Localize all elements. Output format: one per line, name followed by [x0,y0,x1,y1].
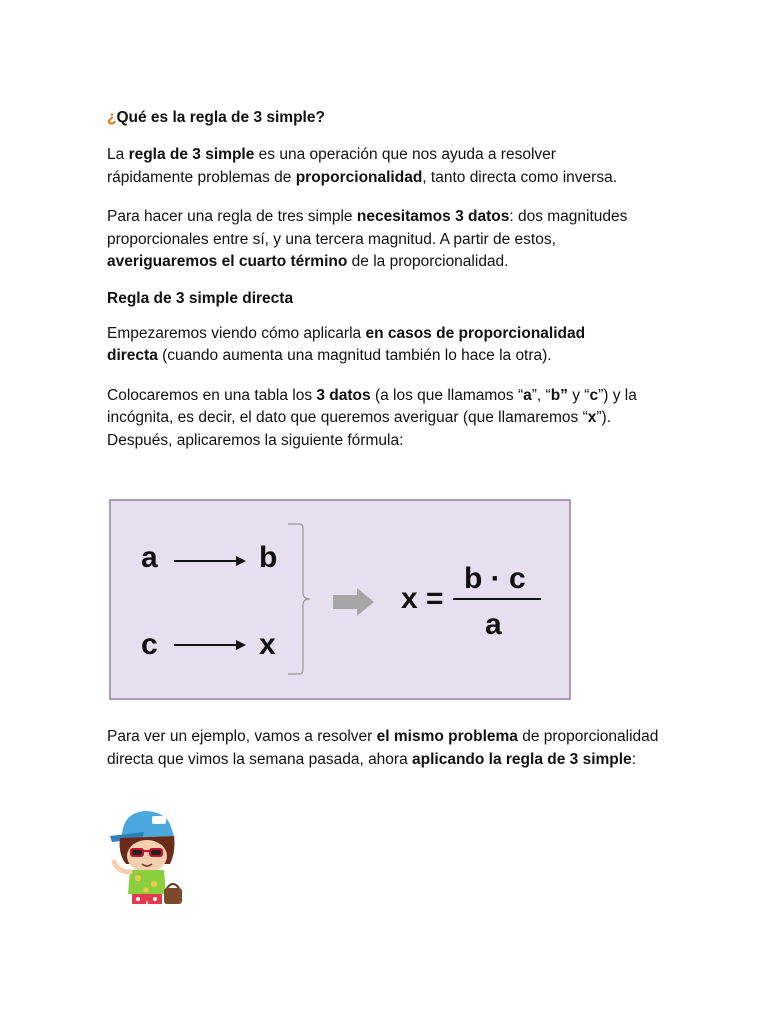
bold-text: proporcionalidad [295,168,423,186]
tourist-kid-icon [104,806,188,910]
bold-text: c [589,386,599,404]
text: es una operación que nos ayuda a resolver rápidamente problemas de [107,146,556,186]
paragraph-data [107,206,667,274]
text: : dos magnitudes proporcionales entre sí, y una tercera magnitud. A partir de estos, [107,208,628,248]
bold-text: regla de 3 simple [128,146,255,163]
formula-lhs: x = [401,582,444,615]
formula-diagram [109,499,571,700]
paragraph-direct [107,323,637,368]
heading-text: Qué es la regla de 3 simple? [116,109,325,126]
bold-text: a [523,386,532,404]
page-heading [107,108,667,128]
text: (cuando aumenta una magnitud también lo hace la otra). [157,347,552,364]
text: Para hacer una regla de tres simple [107,208,357,225]
heading-question-mark: ¿ [107,109,117,126]
bold-text: 3 datos [316,386,371,404]
text: (a los que llamamos “ [370,386,524,404]
bold-text: necesitamos 3 datos [356,208,510,225]
bold-text: en casos de proporcionalidad directa [107,324,586,364]
bold-text: b” [550,386,568,404]
text: ”, “ [531,386,551,404]
text: de proporcionalidad directa que vimos la semana pasada, ahora [107,728,659,768]
text: Para ver un ejemplo, vamos a resolver [107,728,377,745]
text: Empezaremos viendo cómo aplicarla [107,324,366,342]
subheading: Regla de 3 simple directa [107,289,294,307]
bold-text: aplicando la regla de 3 simple [412,750,632,768]
text: ”). Después, aplicaremos la siguiente fórmula: [107,409,612,449]
text: La [107,146,129,163]
text: , tanto directa como inversa. [422,168,618,186]
document-page-bottom [107,726,667,771]
document-page [107,108,667,452]
paragraph-table [107,385,667,453]
formula-denominator: a [485,608,502,641]
text: : [631,750,636,768]
var-b: b [259,541,278,574]
brace-icon [286,523,326,675]
text: Colocaremos en una tabla los [107,386,317,404]
var-c: c [141,628,158,661]
bold-text: el mismo problema [376,728,518,745]
bold-text: x [587,409,597,426]
var-x: x [259,628,276,661]
fraction-bar [453,598,541,600]
arrow-a-to-b [174,560,244,562]
paragraph-example [107,726,667,771]
text: y “ [567,386,590,404]
bold-text: averiguaremos el cuarto término [107,253,348,270]
paragraph-definition [107,144,627,189]
text: de la proporcionalidad. [347,253,509,270]
formula-numerator: b · c [464,562,526,595]
var-a: a [141,541,158,574]
text: ”) y la incógnita, es decir, el dato que queremos averiguar (que llamaremos “ [107,386,637,426]
arrow-c-to-x [174,644,244,646]
gray-arrow-icon [333,588,375,616]
